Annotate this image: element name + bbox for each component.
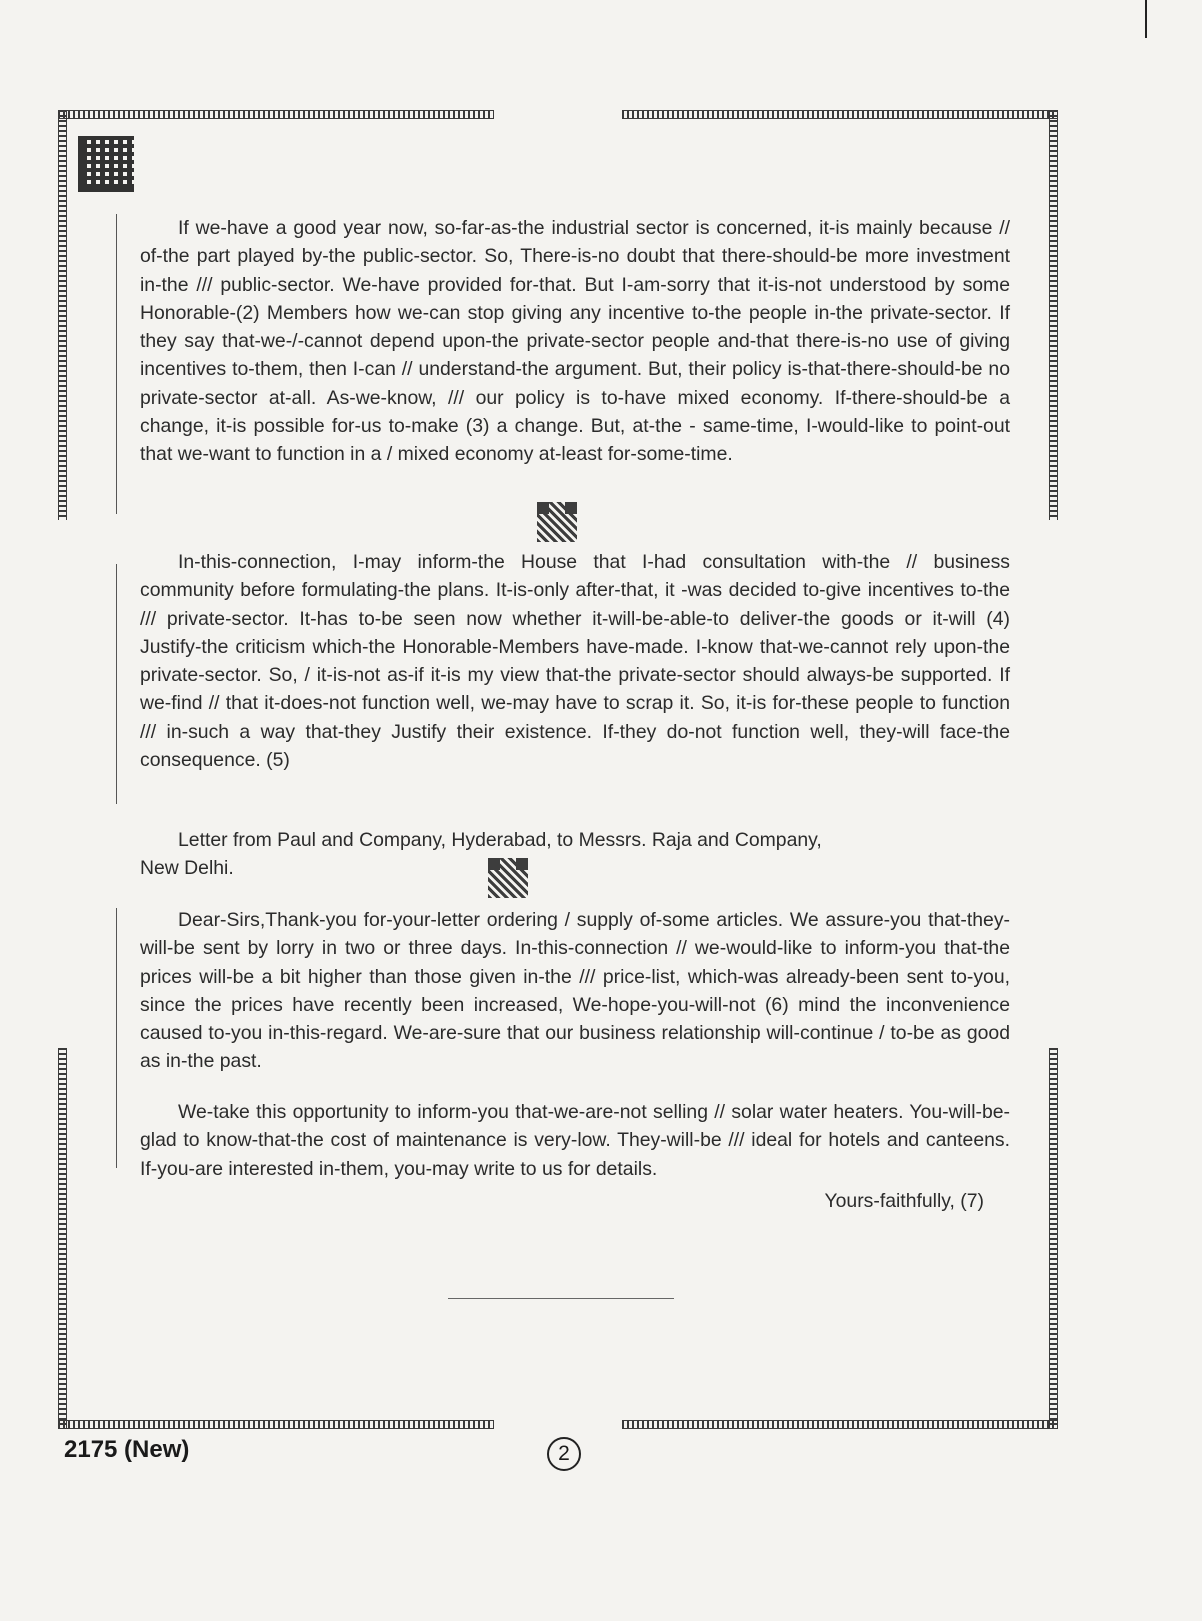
letter-body (140, 906, 1010, 1076)
letter-paragraph-2: We-take this opportunity to inform-you that-we-are-not selling // solar water heaters. You-will-be-glad to know-that-the cost of maintenance is very-low. They-will-be /// ideal for hotels and canteens. If-you-are interested in-them, you-may write to us for details. (140, 1101, 1010, 1180)
border-right-lower (1049, 1048, 1058, 1428)
border-bottom-left (58, 1420, 494, 1429)
margin-line-2 (116, 564, 117, 804)
end-rule (448, 1298, 674, 1299)
letter-heading-line-2: New Delhi. (140, 857, 234, 880)
edge-mark (1145, 0, 1147, 38)
margin-line-1 (116, 214, 117, 514)
datamatrix-code (78, 136, 134, 192)
closing-signoff: Yours-faithfully, (7) (824, 1190, 984, 1212)
qr-code-2 (488, 858, 528, 898)
border-left-upper (58, 110, 67, 520)
dictation-passage (140, 214, 1010, 469)
border-top-right (622, 110, 1058, 119)
border-left-lower (58, 1048, 67, 1428)
letter-heading (140, 826, 1010, 883)
letter-body-2 (140, 1098, 1010, 1183)
border-bottom-right (622, 1420, 1058, 1429)
border-top-left (58, 110, 494, 119)
paper-code: 2175 (New) (64, 1436, 190, 1463)
paragraph-2: In-this-connection, I-may inform-the House that I-had consultation with-the // business community before formulating-the plans. It-is-only after-that, it -was decided to-give incentives to-the /// private-sector. It-has to-be seen now whether it-will-be-able-to deliver-the goods or it-will (4) Justify-the criticism which-the Honorable-Members have-made. I-know that-we-cannot rely upon-the private-sector. So, / it-is-not as-if it-is my view that-the private-sector should always-be supported. If we-find // that it-does-not function well, we-may have to scrap it. So, it-is for-these people to function /// in-such a way that-they Justify their existence. If-they do-not function well, they-will face-the consequence. (5) (140, 551, 1010, 772)
letter-heading-line-1: Letter from Paul and Company, Hyderabad, to Messrs. Raja and Company, (178, 829, 822, 851)
border-right-upper (1049, 110, 1058, 520)
letter-paragraph-1: Dear-Sirs,Thank-you for-your-letter ordering / supply of-some articles. We assure-you that-they-will-be sent by lorry in two or three days. In-this-connection // we-would-like to inform-you that-the prices will-be a bit higher than those given in-the /// price-list, which-was already-been sent to-you, since the prices have recently been increased, We-hope-you-will-not (6) mind the inconvenience caused to-you in-this-regard. We-are-sure that our business relationship will-continue / to-be as good as in-the past. (140, 909, 1010, 1073)
qr-code-1 (537, 502, 577, 542)
margin-line-3 (116, 908, 117, 1168)
dictation-passage-2 (140, 548, 1010, 774)
page-number: 2 (547, 1437, 581, 1471)
paragraph-1: If we-have a good year now, so-far-as-the industrial sector is concerned, it-is mainly because // of-the part played by-the public-sector. So, There-is-no doubt that there-should-be more investment in-the /// public-sector. We-have provided for-that. But I-am-sorry that it-is-not understood by some Honorable-(2) Members how we-can stop giving any incentive to-the people in-the private-sector. If they say that-we-/-cannot depend upon-the private-sector people and-that there-is-no use of giving incentives to-them, then I-can // understand-the argument. But, their policy is-that-there-should-be no private-sector at-all. As-we-know, /// our policy is to-have mixed economy. If-there-should-be a change, it-is possible for-us to-make (3) a change. But, at-the - same-time, I-would-like to point-out that we-want to function in a / mixed economy at-least for-some-time. (140, 217, 1010, 466)
